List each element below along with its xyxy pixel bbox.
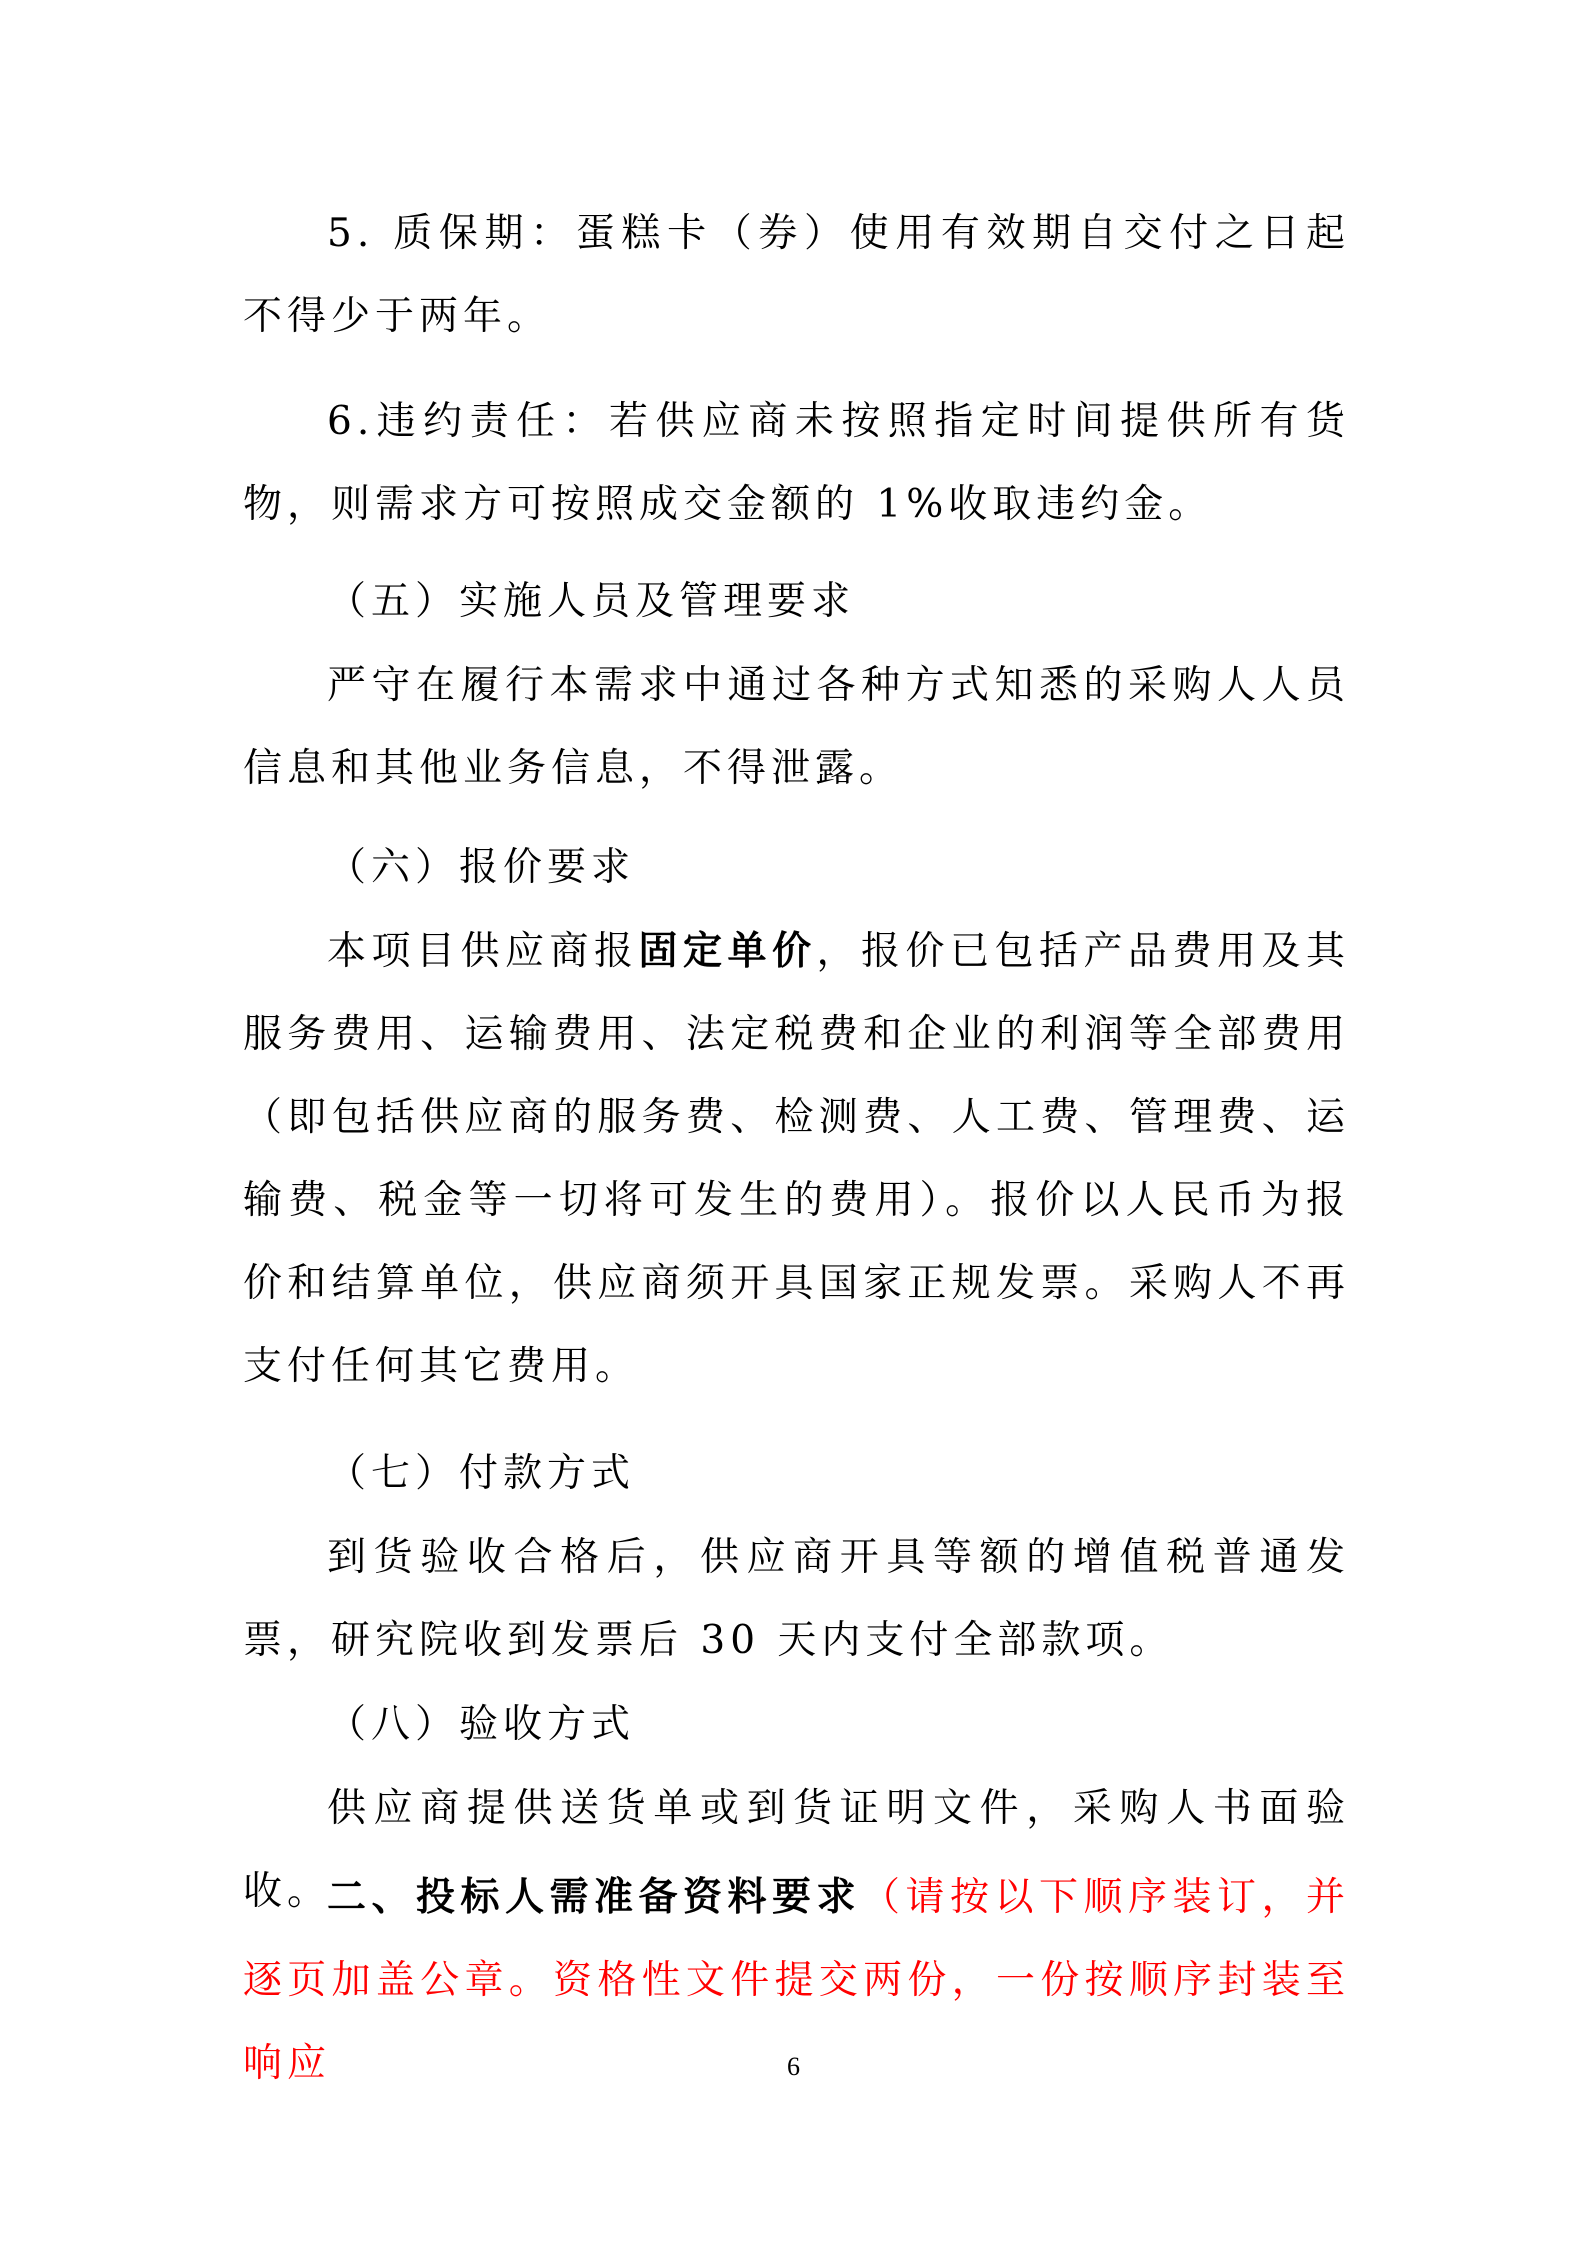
page-number: 6 — [787, 2052, 800, 2081]
quote-text-before: 本项目供应商报 — [327, 929, 639, 974]
paragraph-quote — [243, 910, 1350, 1408]
section2-title: 二、投标人需准备资料要求 — [327, 1874, 861, 1920]
quote-text-bold: 固定单价 — [638, 928, 817, 974]
section2-red-note: （请按以下顺序装订，并逐页加盖公章。资格性文件提交两份，一份按顺序封装至响应 — [243, 1875, 1350, 2086]
paragraph-acceptance: 供应商提供送货单或到货证明文件，采购人书面验收。 — [243, 1786, 1350, 1914]
heading-quote-requirements: （六）报价要求 — [327, 845, 636, 890]
paragraph-confidentiality: 严守在履行本需求中通过各种方式知悉的采购人人员信息和其他业务信息，不得泄露。 — [243, 663, 1350, 791]
quote-text-after: ，报价已包括产品费用及其服务费用、运输费用、法定税费和企业的利润等全部费用（即包括供应商的服务费、检测费、人工费、管理费、运输费、税金等一切将可发生的费用）。报价以人民币为报价和结算单位，供应商须开具国家正规发票。采购人不再支付任何其它费用。 — [243, 929, 1350, 1389]
heading-acceptance-method: （八）验收方式 — [327, 1702, 636, 1747]
heading-payment-method: （七）付款方式 — [327, 1451, 636, 1496]
paragraph-warranty: 5. 质保期：蛋糕卡（券）使用有效期自交付之日起不得少于两年。 — [243, 211, 1350, 339]
heading-staff-requirements: （五）实施人员及管理要求 — [327, 579, 856, 624]
paragraph-liability: 6.违约责任：若供应商未按照指定时间提供所有货物，则需求方可按照成交金额的 1%收取违约金。 — [243, 399, 1350, 527]
paragraph-payment: 到货验收合格后，供应商开具等额的增值税普通发票，研究院收到发票后 30 天内支付全部款项。 — [243, 1535, 1350, 1663]
